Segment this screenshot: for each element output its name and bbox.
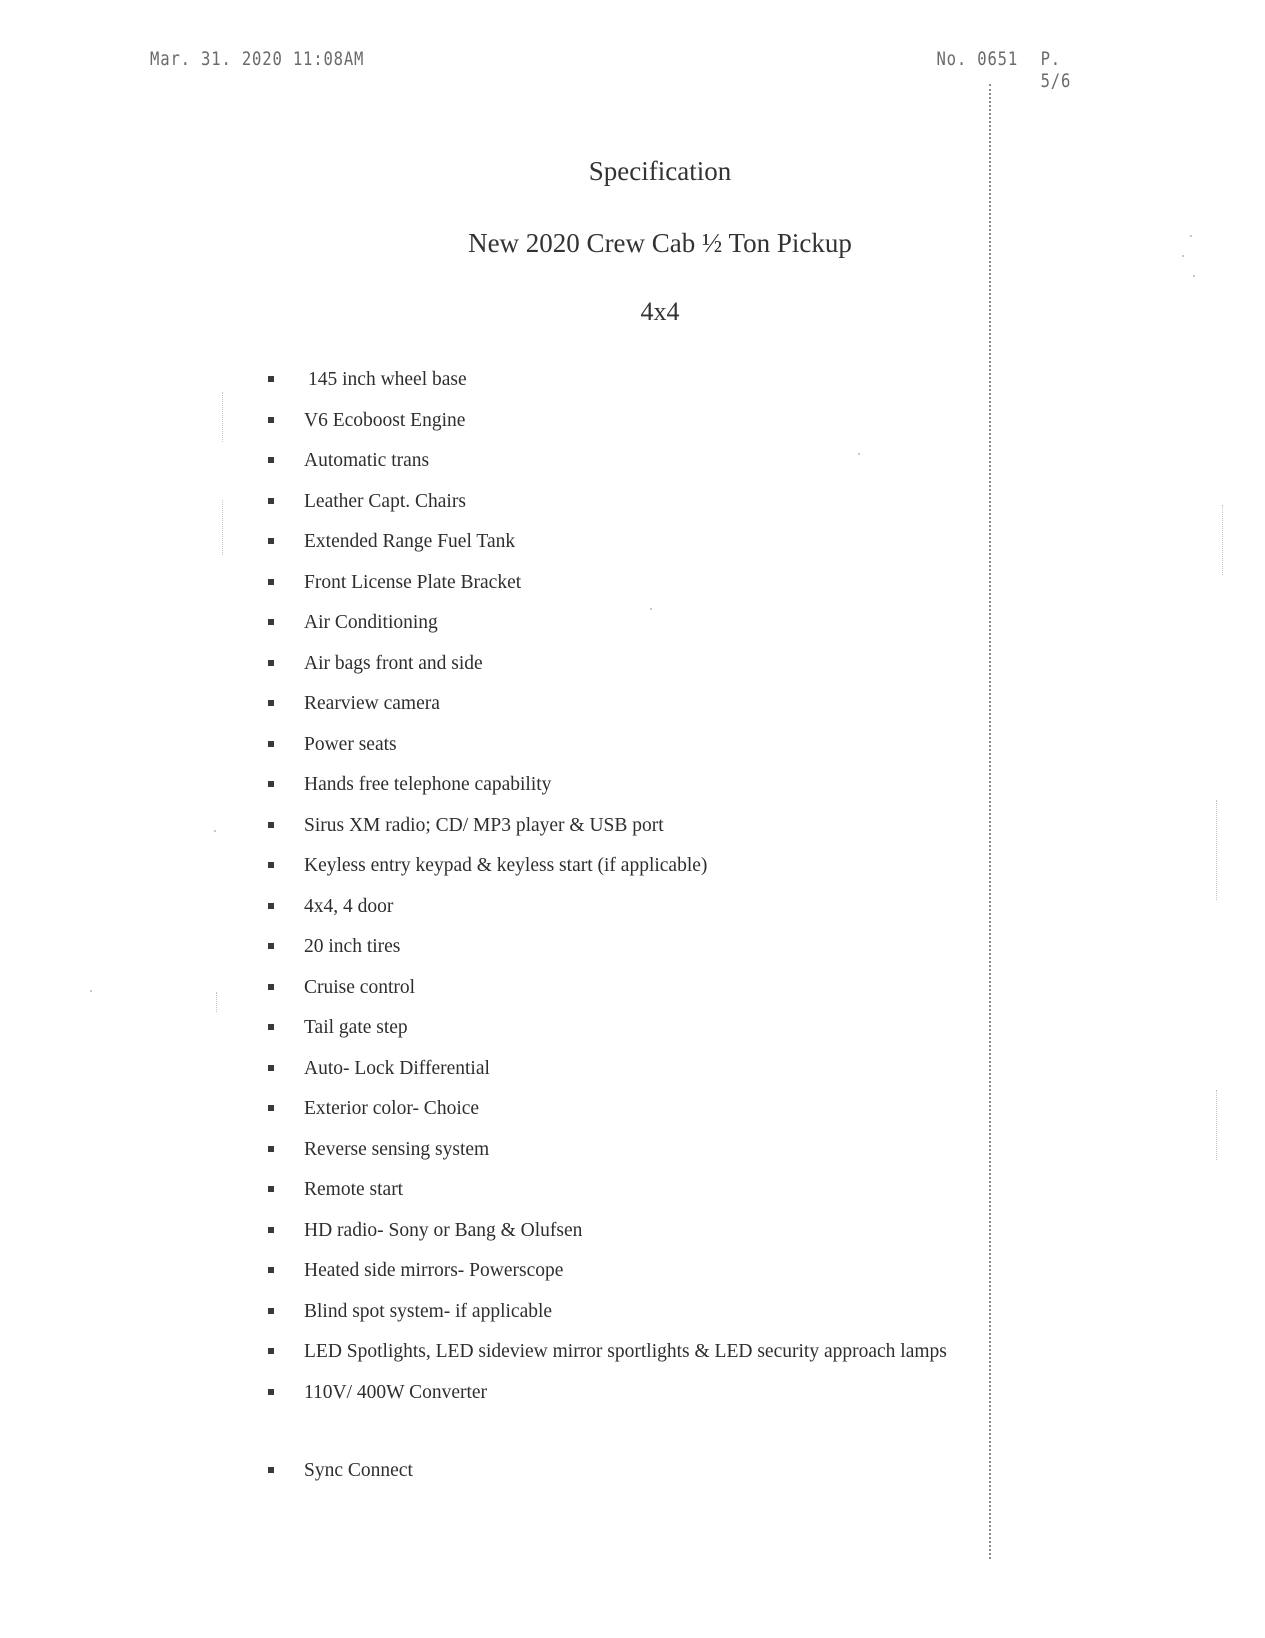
bullet-icon xyxy=(268,538,274,544)
bullet-icon xyxy=(268,822,274,828)
bullet-icon xyxy=(268,984,274,990)
scan-artifact xyxy=(216,992,217,1012)
bullet-icon xyxy=(268,903,274,909)
scan-speck xyxy=(650,608,652,610)
fax-datetime: Mar. 31. 2020 11:08AM xyxy=(150,48,365,70)
bullet-icon xyxy=(268,619,274,625)
bullet-icon xyxy=(268,781,274,787)
scan-artifact xyxy=(1216,1090,1217,1160)
bullet-icon xyxy=(268,1024,274,1030)
fax-page-number: P. 5/6 xyxy=(1040,48,1072,92)
scan-speck xyxy=(1193,275,1195,277)
fax-header xyxy=(0,48,1072,92)
bullet-icon xyxy=(268,1227,274,1233)
bullet-icon xyxy=(268,1065,274,1071)
document-title: Specification xyxy=(588,156,732,186)
bullet-icon xyxy=(268,376,274,382)
bullet-icon xyxy=(268,862,274,868)
bullet-icon xyxy=(268,1267,274,1273)
scan-speck xyxy=(90,990,92,992)
bullet-icon xyxy=(268,1389,274,1395)
bullet-icon xyxy=(268,741,274,747)
scan-artifact xyxy=(1222,505,1223,575)
bullet-icon xyxy=(268,660,274,666)
document-drive-type: 4x4 xyxy=(640,297,680,326)
bullet-icon xyxy=(268,1467,274,1473)
bullet-icon xyxy=(268,943,274,949)
bullet-icon xyxy=(268,1186,274,1192)
scan-artifact xyxy=(222,392,223,442)
scan-speck xyxy=(858,453,860,455)
bullet-icon xyxy=(268,579,274,585)
document-subtitle: New 2020 Crew Cab ½ Ton Pickup xyxy=(468,228,852,258)
bullet-icon xyxy=(268,700,274,706)
bullet-icon xyxy=(268,1348,274,1354)
scan-speck xyxy=(214,830,216,832)
bullet-icon xyxy=(268,1146,274,1152)
fax-number: No. 0651 xyxy=(936,48,1019,70)
bullet-icon xyxy=(268,1105,274,1111)
bullet-icon xyxy=(268,457,274,463)
bullet-icon xyxy=(268,1308,274,1314)
scan-artifact xyxy=(1216,800,1217,900)
bullet-icon xyxy=(268,417,274,423)
scan-artifact xyxy=(222,500,223,555)
bullet-icon xyxy=(268,498,274,504)
